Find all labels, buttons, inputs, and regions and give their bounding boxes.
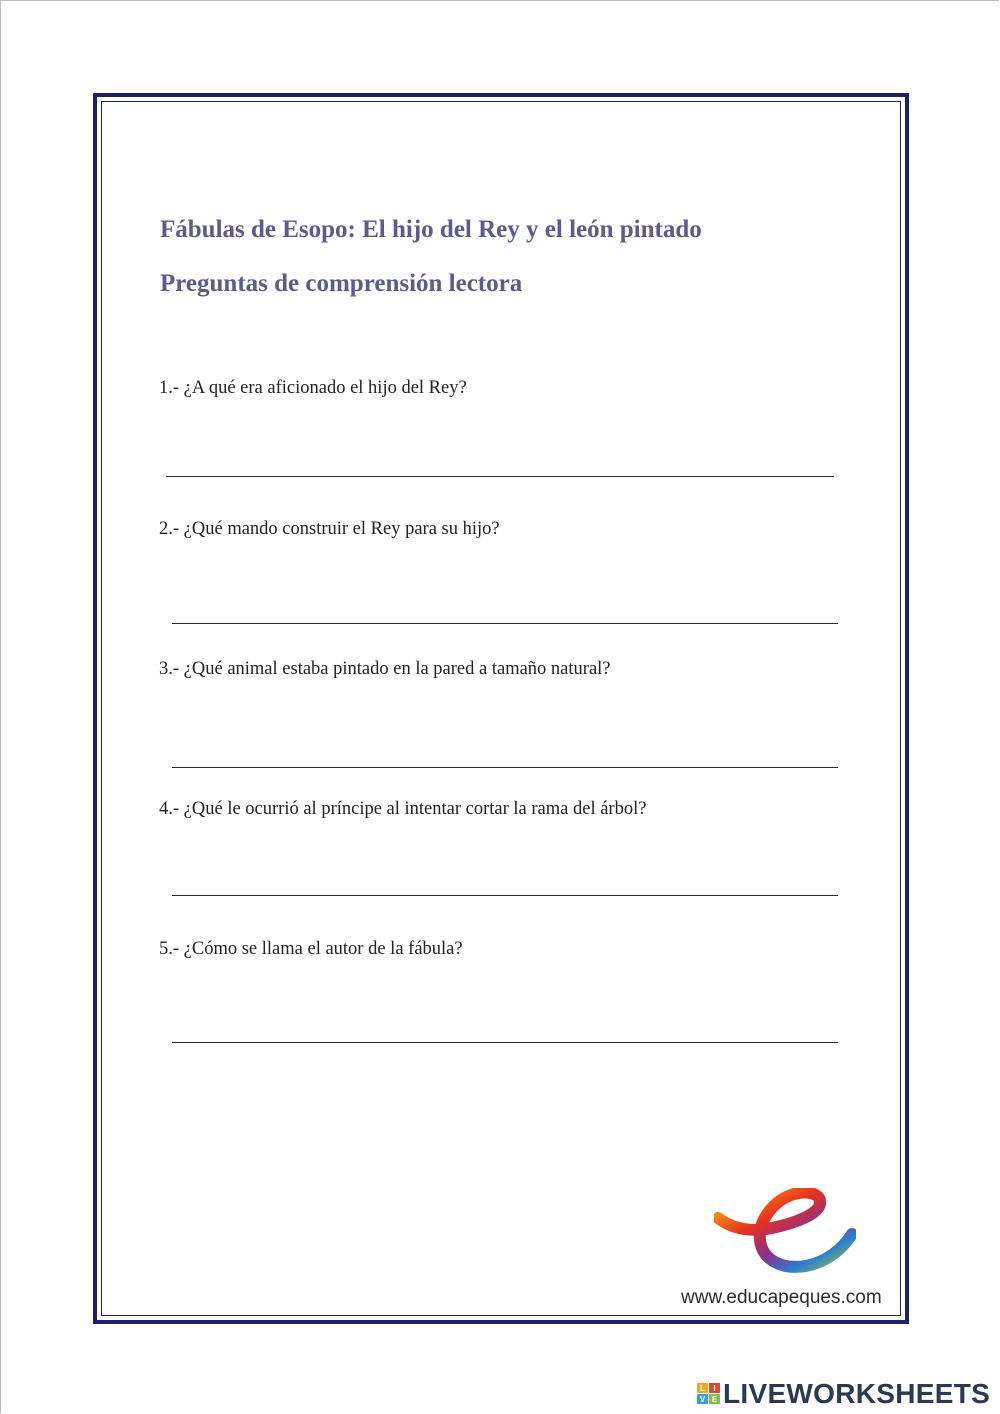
liveworksheets-watermark: LIVEWORKSHEETS [723, 1378, 991, 1409]
answer-line-1[interactable] [166, 476, 834, 477]
question-1: 1.- ¿A qué era aficionado el hijo del Rey? [159, 378, 467, 398]
lw-badge-letter-v: V [699, 1395, 706, 1404]
question-4: 4.- ¿Qué le ocurrió al príncipe al intentar cortar la rama del árbol? [159, 799, 647, 819]
lw-badge-letter-e: E [711, 1395, 718, 1404]
lw-badge-letter-i: I [713, 1384, 716, 1393]
answer-line-4[interactable] [172, 895, 838, 896]
answer-line-5[interactable] [172, 1042, 838, 1043]
logo-url: www.educapeques.com [681, 1287, 882, 1308]
worksheet-title: Fábulas de Esopo: El hijo del Rey y el león pintado [160, 216, 702, 243]
question-5: 5.- ¿Cómo se llama el autor de la fábula? [159, 939, 463, 959]
answer-line-2[interactable] [172, 623, 838, 624]
educapeques-logo-icon [714, 1188, 856, 1274]
worksheet-subtitle: Preguntas de comprensión lectora [160, 270, 523, 297]
answer-line-3[interactable] [172, 767, 838, 768]
liveworksheets-logo-icon [697, 1383, 721, 1405]
lw-badge-letter-l: L [700, 1384, 705, 1393]
question-2: 2.- ¿Qué mando construir el Rey para su hijo? [159, 519, 500, 539]
question-3: 3.- ¿Qué animal estaba pintado en la pared a tamaño natural? [159, 659, 611, 679]
